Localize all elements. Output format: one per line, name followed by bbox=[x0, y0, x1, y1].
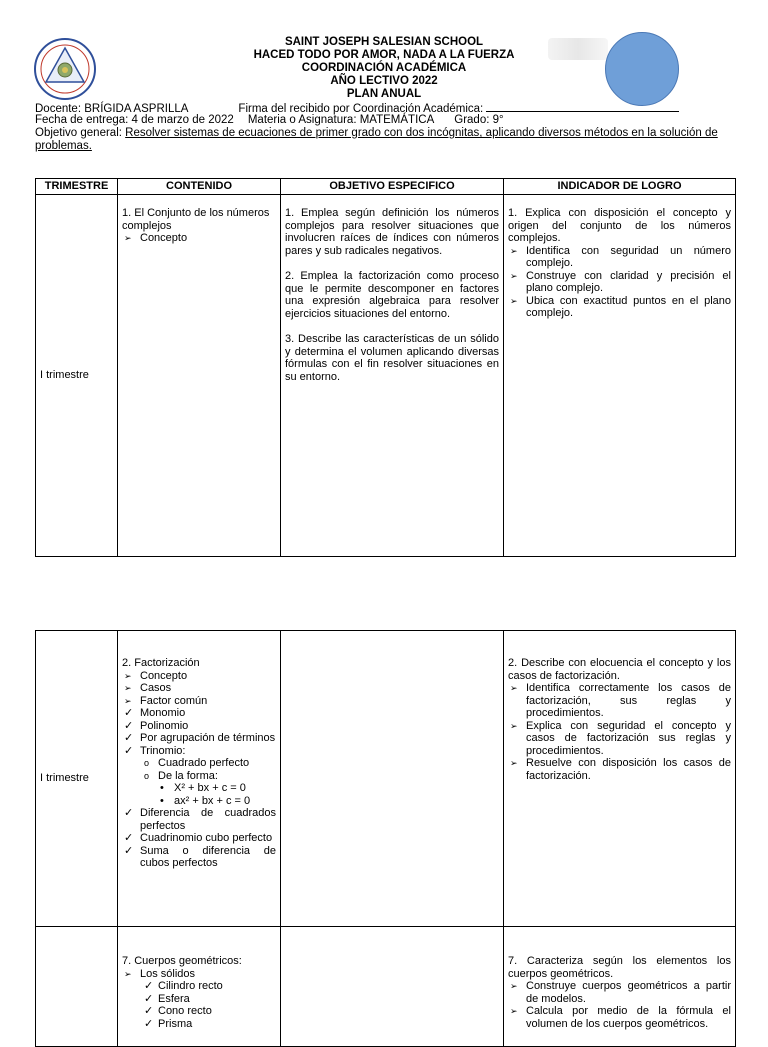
grado: Grado: 9° bbox=[454, 114, 504, 126]
meta-line-2 bbox=[35, 114, 504, 127]
list-item: ✓ Polinomio bbox=[122, 720, 276, 733]
indicador2-intro: 2. Describe con elocuencia el concepto y los casos de factorización. bbox=[508, 657, 731, 682]
table-row bbox=[36, 927, 736, 1047]
indicador-intro: 1. Explica con disposición el concepto y origen del conjunto de los números complejos. bbox=[508, 207, 731, 244]
signature-line bbox=[486, 101, 679, 112]
contenido-cell bbox=[118, 631, 281, 927]
list-item: ✓ Por agrupación de términos bbox=[122, 732, 276, 745]
materia: Materia o Asignatura: MATEMÁTICA bbox=[247, 114, 435, 126]
list-item: o Cuadrado perfecto bbox=[122, 757, 276, 770]
school-motto: HACED TODO POR AMOR, NADA A LA FUERZA bbox=[253, 49, 515, 61]
objetivo-2: 2. Emplea la factorización como proceso que le permite descomponer en factores una expresión algebraica para resolver ejercicios situaciones del entorno. bbox=[285, 270, 499, 320]
list-item: ✓ Cono recto bbox=[122, 1005, 276, 1018]
list-item: ➢ Explica con seguridad el concepto y casos de factorización sus reglas y procedimientos. bbox=[508, 720, 731, 758]
indicador-cell bbox=[504, 195, 736, 557]
indicador7-intro: 7. Caracteriza según los elementos los cuerpos geométricos. bbox=[508, 955, 731, 980]
list-item: • ax² + bx + c = 0 bbox=[122, 795, 276, 808]
objetivo-label: Objetivo general: bbox=[35, 127, 122, 139]
firma-label: Firma del recibido por Coordinación Académica: bbox=[238, 103, 484, 115]
fecha-entrega: Fecha de entrega: 4 de marzo de 2022 bbox=[35, 114, 234, 126]
contenido-cell bbox=[118, 195, 281, 557]
list-item: ✓ Monomio bbox=[122, 707, 276, 720]
objetivo-1: 1. Emplea según definición los números complejos para resolver situaciones que involucren raíces de índices con números pares y sub radicales negativos. bbox=[285, 207, 499, 257]
list-item: ✓ Suma o diferencia de cubos perfectos bbox=[122, 845, 276, 870]
school-year: AÑO LECTIVO 2022 bbox=[330, 75, 438, 87]
list-item: ➢ Identifica correctamente los casos de factorización, sus reglas y procedimientos. bbox=[508, 682, 731, 720]
list-item: ➢ Identifica con seguridad un número complejo. bbox=[508, 245, 731, 270]
objetivo-cell-empty bbox=[281, 927, 504, 1047]
list-item: o De la forma: bbox=[122, 770, 276, 783]
list-item: ✓ Cuadrinomio cubo perfecto bbox=[122, 832, 276, 845]
list-item: ➢ Factor común bbox=[122, 695, 276, 708]
header-trimestre: TRIMESTRE bbox=[36, 179, 118, 195]
table-row bbox=[36, 195, 736, 557]
header-contenido: CONTENIDO bbox=[118, 179, 281, 195]
list-item: ✓ Diferencia de cuadrados perfectos bbox=[122, 807, 276, 832]
cuerpos-title: 7. Cuerpos geométricos: bbox=[122, 955, 242, 967]
list-item: ➢ Construye cuerpos geométricos a partir de modelos. bbox=[508, 980, 731, 1005]
docente: Docente: BRÍGIDA ASPRILLA bbox=[35, 103, 189, 115]
list-item: ➢ Casos bbox=[122, 682, 276, 695]
plan-title: PLAN ANUAL bbox=[346, 88, 422, 100]
list-item: ➢ Ubica con exactitud puntos en el plano complejo. bbox=[508, 295, 731, 320]
list-item: ✓ Prisma bbox=[122, 1018, 276, 1031]
list-item: ✓ Esfera bbox=[122, 993, 276, 1006]
list-item: • X² + bx + c = 0 bbox=[122, 782, 276, 795]
list-item: ✓ Cilindro recto bbox=[122, 980, 276, 993]
school-name: SAINT JOSEPH SALESIAN SCHOOL bbox=[284, 36, 484, 48]
objetivo-general bbox=[35, 127, 735, 153]
trimestre-cell-empty bbox=[36, 927, 118, 1047]
trimestre-cell: I trimestre bbox=[36, 195, 118, 557]
objetivo-3: 3. Describe las características de un sólido y determina el volumen aplicando diversas fórmulas con el fin resolver situaciones en su entorno. bbox=[285, 333, 499, 383]
objetivo-text: Resolver sistemas de ecuaciones de primer grado con dos incógnitas, aplicando diversos métodos en la solución de problemas. bbox=[35, 127, 718, 152]
list-item: ➢ Calcula por medio de la fórmula el volumen de los cuerpos geométricos. bbox=[508, 1005, 731, 1030]
objetivo-cell-empty bbox=[281, 631, 504, 927]
header-objetivo: OBJETIVO ESPECIFICO bbox=[281, 179, 504, 195]
department: COORDINACIÓN ACADÉMICA bbox=[301, 62, 467, 74]
factorizacion-title: 2. Factorización bbox=[122, 657, 200, 669]
indicador7-cell bbox=[504, 927, 736, 1047]
list-item: ➢ Construye con claridad y precisión el plano complejo. bbox=[508, 270, 731, 295]
document-header bbox=[0, 36, 768, 101]
header-indicador: INDICADOR DE LOGRO bbox=[504, 179, 736, 195]
plan-table-2 bbox=[35, 630, 736, 1047]
list-item: ➢ Concepto bbox=[122, 670, 276, 683]
table-row bbox=[36, 631, 736, 927]
list-item: ✓ Trinomio: bbox=[122, 745, 276, 758]
list-item: ➢ Resuelve con disposición los casos de factorización. bbox=[508, 757, 731, 782]
objetivo-cell bbox=[281, 195, 504, 557]
trimestre-cell: I trimestre bbox=[36, 631, 118, 927]
contenido-title: 1. El Conjunto de los números complejos bbox=[122, 207, 270, 232]
table-header-row bbox=[36, 179, 736, 195]
plan-table-1 bbox=[35, 178, 736, 557]
cuerpos-cell bbox=[118, 927, 281, 1047]
list-item: ➢ Los sólidos bbox=[122, 968, 276, 981]
list-item: ➢ Concepto bbox=[122, 232, 276, 245]
indicador-cell bbox=[504, 631, 736, 927]
